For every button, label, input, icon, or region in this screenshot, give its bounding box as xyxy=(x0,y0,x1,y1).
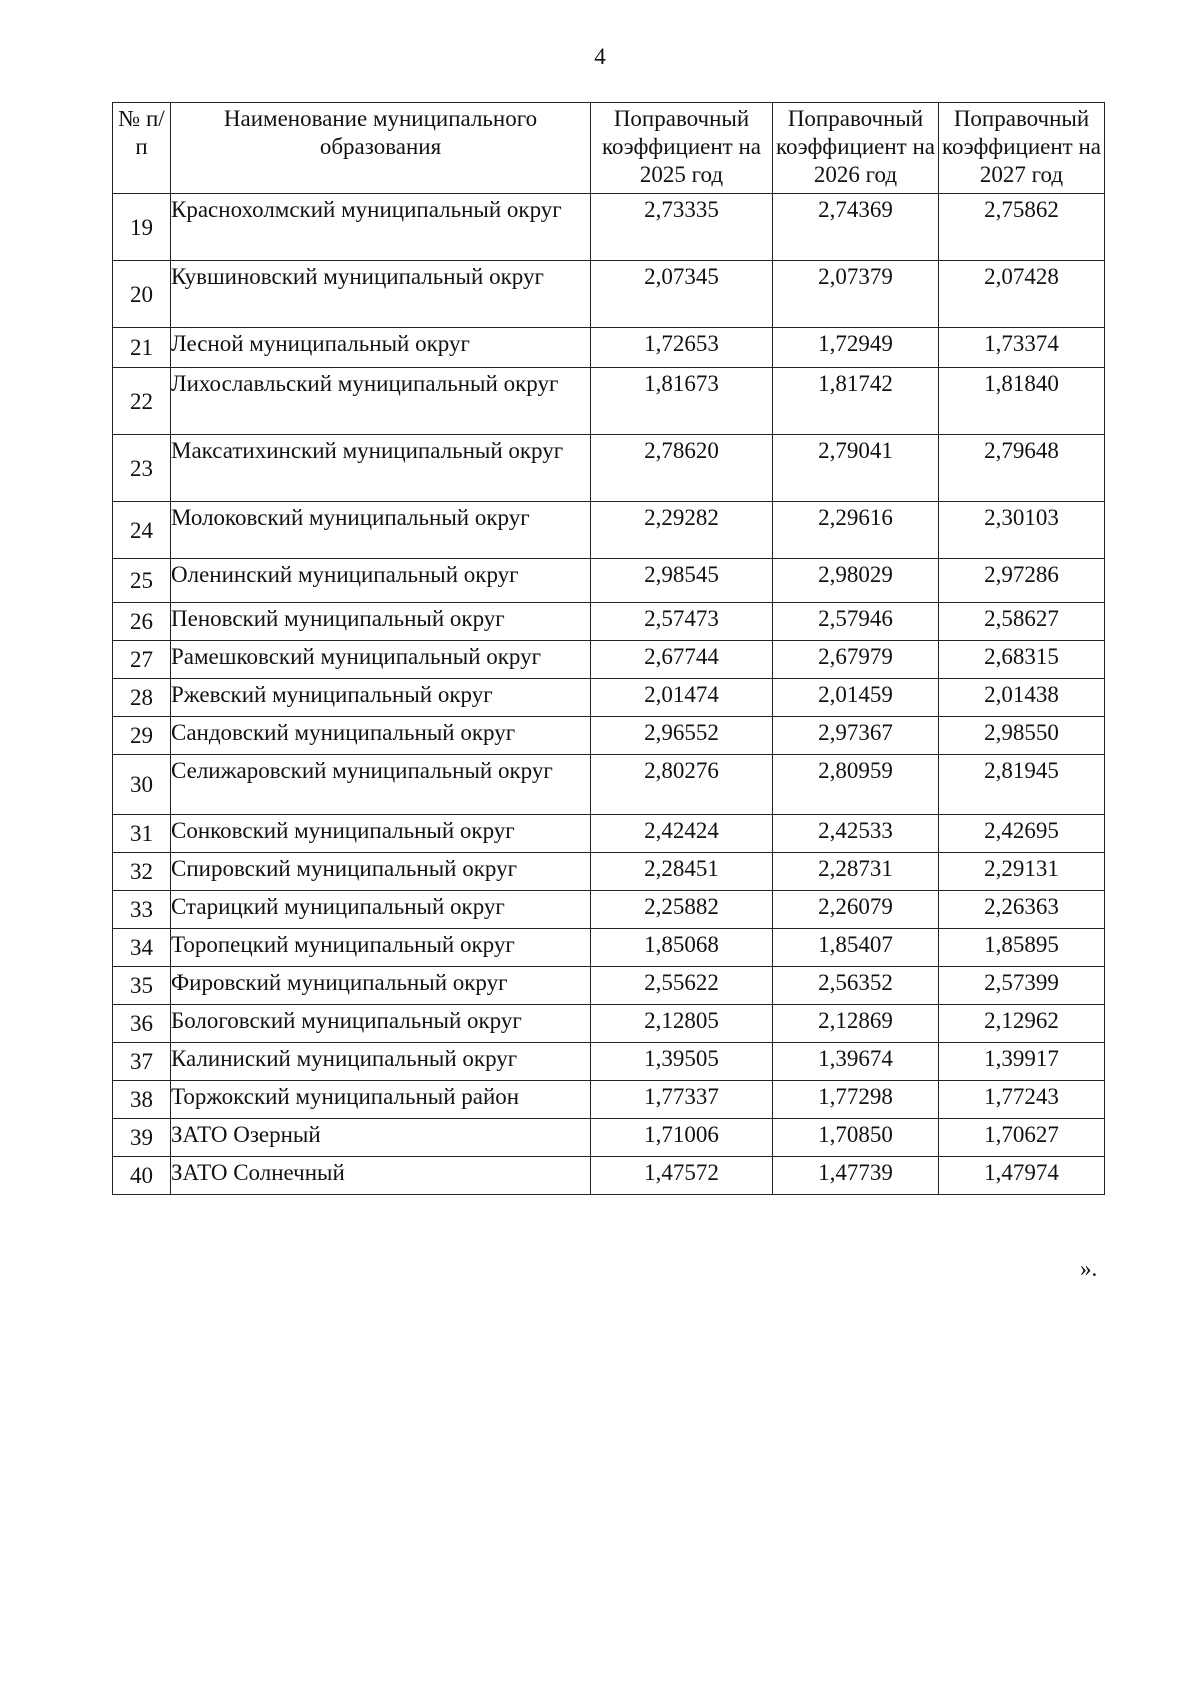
coef-2026: 1,39674 xyxy=(773,1043,939,1081)
closing-quote-mark: ». xyxy=(1080,1256,1098,1281)
table-row xyxy=(113,368,1105,435)
row-number: 32 xyxy=(113,853,171,891)
municipality-name: Спировский муниципальный округ xyxy=(171,853,591,891)
coef-2025: 2,01474 xyxy=(591,679,773,717)
municipality-name: ЗАТО Солнечный xyxy=(171,1157,591,1195)
coef-2027: 2,75862 xyxy=(939,194,1105,261)
coef-2027: 2,81945 xyxy=(939,755,1105,815)
coef-2027: 2,30103 xyxy=(939,502,1105,559)
municipality-name: Старицкий муниципальный округ xyxy=(171,891,591,929)
row-number: 38 xyxy=(113,1081,171,1119)
table-row xyxy=(113,435,1105,502)
coef-2026: 2,67979 xyxy=(773,641,939,679)
coef-2025: 2,28451 xyxy=(591,853,773,891)
header-number: № п/п xyxy=(113,103,171,194)
row-number: 40 xyxy=(113,1157,171,1195)
table-row xyxy=(113,603,1105,641)
municipality-name: Пеновский муниципальный округ xyxy=(171,603,591,641)
coef-2025: 1,39505 xyxy=(591,1043,773,1081)
header-municipality: Наименование муниципального образования xyxy=(171,103,591,194)
coef-2025: 2,25882 xyxy=(591,891,773,929)
row-number: 33 xyxy=(113,891,171,929)
coef-2025: 2,07345 xyxy=(591,261,773,328)
table-row xyxy=(113,1119,1105,1157)
municipality-name: Сандовский муниципальный округ xyxy=(171,717,591,755)
coef-2026: 1,77298 xyxy=(773,1081,939,1119)
coef-2026: 2,56352 xyxy=(773,967,939,1005)
coef-2027: 2,79648 xyxy=(939,435,1105,502)
coef-2025: 2,42424 xyxy=(591,815,773,853)
municipality-name: Ржевский муниципальный округ xyxy=(171,679,591,717)
municipality-name: Лихославльский муниципальный округ xyxy=(171,368,591,435)
coef-2025: 1,71006 xyxy=(591,1119,773,1157)
coef-2027: 2,98550 xyxy=(939,717,1105,755)
coef-2026: 2,29616 xyxy=(773,502,939,559)
table-row xyxy=(113,967,1105,1005)
coef-2026: 1,81742 xyxy=(773,368,939,435)
coef-2025: 1,77337 xyxy=(591,1081,773,1119)
table-row xyxy=(113,1081,1105,1119)
municipality-name: Фировский муниципальный округ xyxy=(171,967,591,1005)
table-row xyxy=(113,559,1105,603)
table-row xyxy=(113,679,1105,717)
row-number: 25 xyxy=(113,559,171,603)
coef-2025: 2,55622 xyxy=(591,967,773,1005)
table-row xyxy=(113,815,1105,853)
coef-2027: 1,47974 xyxy=(939,1157,1105,1195)
row-number: 29 xyxy=(113,717,171,755)
row-number: 35 xyxy=(113,967,171,1005)
coef-2027: 2,68315 xyxy=(939,641,1105,679)
row-number: 21 xyxy=(113,328,171,368)
table-row xyxy=(113,1005,1105,1043)
coef-2026: 2,79041 xyxy=(773,435,939,502)
municipality-name: Максатихинский муниципальный округ xyxy=(171,435,591,502)
table-row xyxy=(113,261,1105,328)
table-row xyxy=(113,1157,1105,1195)
coef-2027: 1,77243 xyxy=(939,1081,1105,1119)
coef-2027: 2,97286 xyxy=(939,559,1105,603)
coef-2026: 2,12869 xyxy=(773,1005,939,1043)
coef-2027: 2,01438 xyxy=(939,679,1105,717)
coef-2027: 2,57399 xyxy=(939,967,1105,1005)
coef-2025: 2,78620 xyxy=(591,435,773,502)
coef-2025: 1,72653 xyxy=(591,328,773,368)
row-number: 30 xyxy=(113,755,171,815)
row-number: 19 xyxy=(113,194,171,261)
row-number: 24 xyxy=(113,502,171,559)
coef-2025: 2,96552 xyxy=(591,717,773,755)
table-row xyxy=(113,891,1105,929)
coef-2026: 2,42533 xyxy=(773,815,939,853)
coef-2026: 2,97367 xyxy=(773,717,939,755)
coef-2026: 2,98029 xyxy=(773,559,939,603)
coef-2025: 2,73335 xyxy=(591,194,773,261)
coef-2026: 1,70850 xyxy=(773,1119,939,1157)
municipality-name: Молоковский муниципальный округ xyxy=(171,502,591,559)
row-number: 28 xyxy=(113,679,171,717)
row-number: 23 xyxy=(113,435,171,502)
row-number: 22 xyxy=(113,368,171,435)
municipality-name: Краснохолмский муниципальный округ xyxy=(171,194,591,261)
coef-2025: 2,12805 xyxy=(591,1005,773,1043)
coef-2026: 2,28731 xyxy=(773,853,939,891)
table-row xyxy=(113,641,1105,679)
coef-2025: 2,29282 xyxy=(591,502,773,559)
municipality-name: Селижаровский муниципальный округ xyxy=(171,755,591,815)
header-coef-2027: Поправочный коэффициент на 2027 год xyxy=(939,103,1105,194)
coef-2025: 2,98545 xyxy=(591,559,773,603)
coef-2027: 1,85895 xyxy=(939,929,1105,967)
municipality-name: Лесной муниципальный округ xyxy=(171,328,591,368)
coef-2027: 2,42695 xyxy=(939,815,1105,853)
coef-2027: 1,73374 xyxy=(939,328,1105,368)
coef-2027: 2,12962 xyxy=(939,1005,1105,1043)
coef-2025: 1,85068 xyxy=(591,929,773,967)
municipality-name: Бологовский муниципальный округ xyxy=(171,1005,591,1043)
coef-2025: 2,57473 xyxy=(591,603,773,641)
table-row xyxy=(113,755,1105,815)
coefficients-table xyxy=(112,102,1105,1195)
header-coef-2025: Поправочный коэффициент на 2025 год xyxy=(591,103,773,194)
row-number: 26 xyxy=(113,603,171,641)
table-row xyxy=(113,328,1105,368)
coef-2027: 1,70627 xyxy=(939,1119,1105,1157)
page-number: 4 xyxy=(594,44,606,69)
municipality-name: Оленинский муниципальный округ xyxy=(171,559,591,603)
table-row xyxy=(113,194,1105,261)
table-row xyxy=(113,502,1105,559)
table-row xyxy=(113,853,1105,891)
coef-2026: 2,07379 xyxy=(773,261,939,328)
coef-2026: 1,85407 xyxy=(773,929,939,967)
coef-2027: 2,58627 xyxy=(939,603,1105,641)
coef-2027: 2,29131 xyxy=(939,853,1105,891)
row-number: 20 xyxy=(113,261,171,328)
coef-2026: 2,74369 xyxy=(773,194,939,261)
coef-2026: 2,57946 xyxy=(773,603,939,641)
coef-2026: 2,01459 xyxy=(773,679,939,717)
coef-2027: 1,81840 xyxy=(939,368,1105,435)
municipality-name: ЗАТО Озерный xyxy=(171,1119,591,1157)
coef-2027: 1,39917 xyxy=(939,1043,1105,1081)
coef-2025: 2,67744 xyxy=(591,641,773,679)
table-row xyxy=(113,717,1105,755)
row-number: 31 xyxy=(113,815,171,853)
municipality-name: Торопецкий муниципальный округ xyxy=(171,929,591,967)
table-row xyxy=(113,1043,1105,1081)
header-coef-2026: Поправочный коэффициент на 2026 год xyxy=(773,103,939,194)
row-number: 36 xyxy=(113,1005,171,1043)
municipality-name: Сонковский муниципальный округ xyxy=(171,815,591,853)
table-header-row xyxy=(113,103,1105,194)
coef-2025: 1,81673 xyxy=(591,368,773,435)
row-number: 39 xyxy=(113,1119,171,1157)
table-row xyxy=(113,929,1105,967)
coef-2026: 1,72949 xyxy=(773,328,939,368)
municipality-name: Кувшиновский муниципальный округ xyxy=(171,261,591,328)
municipality-name: Рамешковский муниципальный округ xyxy=(171,641,591,679)
municipality-name: Торжокский муниципальный район xyxy=(171,1081,591,1119)
municipality-name: Калиниский муниципальный округ xyxy=(171,1043,591,1081)
coef-2027: 2,07428 xyxy=(939,261,1105,328)
coef-2025: 2,80276 xyxy=(591,755,773,815)
coef-2026: 1,47739 xyxy=(773,1157,939,1195)
row-number: 37 xyxy=(113,1043,171,1081)
coef-2025: 1,47572 xyxy=(591,1157,773,1195)
coef-2026: 2,26079 xyxy=(773,891,939,929)
coef-2027: 2,26363 xyxy=(939,891,1105,929)
row-number: 27 xyxy=(113,641,171,679)
table-body xyxy=(113,194,1105,1195)
row-number: 34 xyxy=(113,929,171,967)
coef-2026: 2,80959 xyxy=(773,755,939,815)
